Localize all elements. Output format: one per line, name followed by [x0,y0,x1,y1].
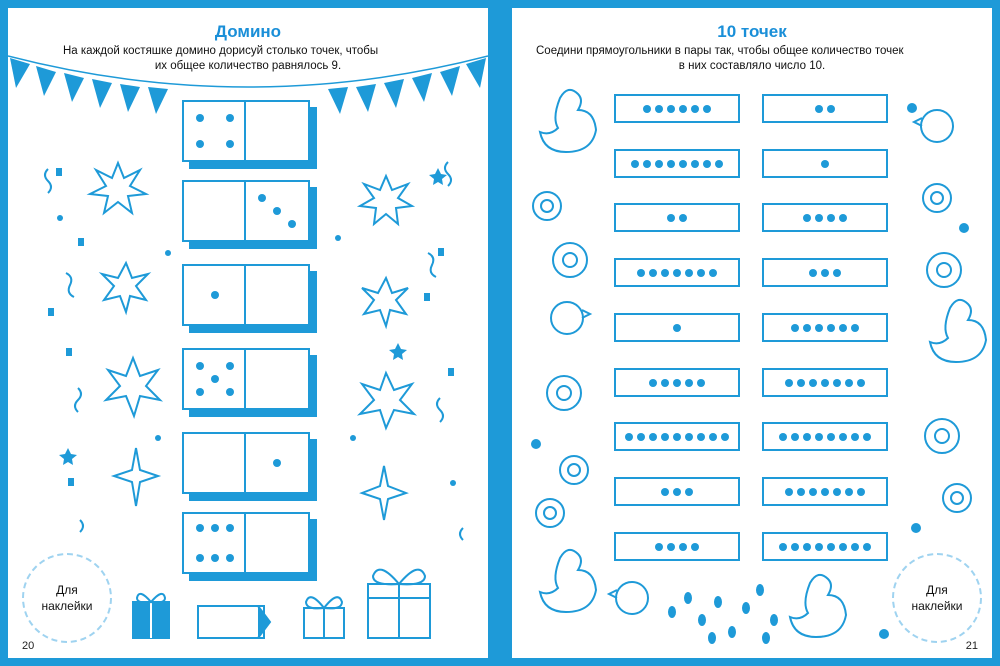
domino-left-half[interactable] [184,102,246,160]
rectangle-dot [785,379,793,387]
rectangle-dot [791,433,799,441]
dot-rectangle-left[interactable] [614,477,740,506]
rectangle-dot [791,543,799,551]
rectangle-dot [785,488,793,496]
rectangle-dot [673,379,681,387]
rectangle-dot [625,433,633,441]
domino-right-half[interactable] [246,102,308,160]
dot-rectangle-left[interactable] [614,422,740,451]
domino-tile [182,432,310,494]
rectangle-dot [797,379,805,387]
rectangle-dot [643,160,651,168]
rectangle-dot [673,324,681,332]
rectangle-dot [815,214,823,222]
rectangle-dot [637,433,645,441]
rectangle-dot [673,488,681,496]
dot-rectangle-right[interactable] [762,422,888,451]
rectangle-dot [827,214,835,222]
domino-dot [196,140,204,148]
rectangle-dot [839,214,847,222]
rectangle-dot [851,433,859,441]
domino-tile [182,348,310,410]
rectangle-dot [667,543,675,551]
domino-dot [196,524,204,532]
rectangle-dot [833,488,841,496]
sticker-placeholder [22,553,112,643]
leaf-icons [668,584,778,644]
rectangle-dot [821,269,829,277]
dot-rectangle-right[interactable] [762,149,888,178]
domino-right-half[interactable] [246,514,308,572]
rectangle-dot [643,105,651,113]
domino-dot [226,388,234,396]
dot-rectangle-right[interactable] [762,94,888,123]
rectangle-dot [649,433,657,441]
rectangle-dot [685,269,693,277]
rectangle-dot [815,324,823,332]
domino-dot [196,554,204,562]
rectangle-dot [827,105,835,113]
rectangle-dot [821,379,829,387]
rectangle-dot [709,433,717,441]
left-instruction-line2: их общее количество равнялось 9. [154,60,342,72]
rectangle-dot [679,543,687,551]
domino-right-half[interactable] [246,266,308,324]
chick-icons [551,110,953,614]
rectangle-dot [631,160,639,168]
rectangle-dot [839,433,847,441]
flower-icons [533,184,971,527]
rectangle-dot [655,543,663,551]
rectangle-dot [691,160,699,168]
rectangle-dot [779,543,787,551]
domino-dot [211,375,219,383]
rectangle-dot [649,379,657,387]
rectangle-dot [797,488,805,496]
domino-dot [273,207,281,215]
rectangle-dot [667,105,675,113]
domino-dot [226,524,234,532]
rectangle-dot [679,214,687,222]
dot-rectangle-right[interactable] [762,477,888,506]
right-page [512,8,992,658]
rectangle-dot [779,433,787,441]
rectangle-dot [833,269,841,277]
domino-right-half[interactable] [246,350,308,408]
domino-left-half[interactable] [184,434,246,492]
domino-tile [182,180,310,242]
domino-dot [226,114,234,122]
rectangle-dot [685,433,693,441]
rectangle-dot [685,488,693,496]
rectangle-dot [827,324,835,332]
rectangle-dot [815,543,823,551]
domino-right-half[interactable] [246,182,308,240]
rectangle-dot [691,105,699,113]
rectangle-dot [661,433,669,441]
rectangle-dot [815,433,823,441]
rectangle-dot [839,543,847,551]
left-page-title: Домино [214,22,282,41]
rectangle-dot [851,543,859,551]
domino-dot [226,140,234,148]
rectangle-dot [809,269,817,277]
rectangle-dot [845,379,853,387]
rectangle-dot [715,160,723,168]
domino-dot [196,114,204,122]
left-page [8,8,488,658]
rectangle-dot [649,269,657,277]
page-number: 20 [22,640,35,652]
rectangle-dot [863,433,871,441]
rectangle-dot [667,160,675,168]
rectangle-dot [833,379,841,387]
rectangle-dot [661,379,669,387]
rectangle-dot [661,488,669,496]
sticker-label-line2: наклейки [41,599,93,613]
dot-rectangle-right[interactable] [762,258,888,287]
dot-rectangle-right[interactable] [762,313,888,342]
rectangle-dot [851,324,859,332]
dot-rectangle-left[interactable] [614,532,740,561]
rectangle-dot [791,324,799,332]
rectangle-dot [857,488,865,496]
dot-rectangle-right[interactable] [762,203,888,232]
domino-dot [211,554,219,562]
right-page-title: 10 точек [717,22,787,41]
left-instruction-line1: На каждой костяшке домино дорисуй столько точек, чтобы [63,45,379,57]
small-flower-icons [531,103,969,639]
rectangle-dot [827,543,835,551]
domino-tile [182,100,310,162]
rectangle-dot [679,105,687,113]
dot-rectangle-left[interactable] [614,94,740,123]
rectangle-dot [863,543,871,551]
domino-left-half[interactable] [184,514,246,572]
rectangle-dot [703,105,711,113]
page-number: 21 [965,640,978,652]
dot-rectangle-left[interactable] [614,313,740,342]
rectangle-dot [803,433,811,441]
rectangle-dot [667,214,675,222]
rectangle-dot [679,160,687,168]
domino-dot [258,194,266,202]
rectangle-dot [821,488,829,496]
dot-rectangle-left[interactable] [614,368,740,397]
domino-left-half[interactable] [184,266,246,324]
rectangle-dot [839,324,847,332]
domino-dot [211,524,219,532]
domino-dot [196,362,204,370]
rectangle-dot [655,160,663,168]
rectangle-dot [809,379,817,387]
rectangle-dot [803,214,811,222]
domino-left-half[interactable] [184,350,246,408]
rectangle-dot [697,433,705,441]
domino-left-half[interactable] [184,182,246,240]
sticker-label-line2: наклейки [911,599,963,613]
sticker-label-line1: Для [926,583,948,597]
rectangle-dot [709,269,717,277]
sticker-placeholder [892,553,982,643]
rectangle-dot [661,269,669,277]
rectangle-dot [809,488,817,496]
right-instruction-line1: Соедини прямоугольники в пары так, чтобы общее количество точек [536,45,904,57]
domino-tile [182,264,310,326]
rectangle-dot [637,269,645,277]
rectangle-dot [803,324,811,332]
domino-dot [273,459,281,467]
domino-tile [182,512,310,574]
dot-rectangle-left[interactable] [614,203,740,232]
dot-rectangle-left[interactable] [614,149,740,178]
domino-dot [226,554,234,562]
dot-rectangle-left[interactable] [614,258,740,287]
rectangle-dot [655,105,663,113]
rectangle-dot [815,105,823,113]
domino-dot [226,362,234,370]
rectangle-dot [721,433,729,441]
rectangle-dot [803,543,811,551]
rectangle-dot [857,379,865,387]
domino-dot [211,291,219,299]
rectangle-dot [845,488,853,496]
right-instruction-line2: в них составляло число 10. [678,60,826,72]
rectangle-dot [673,269,681,277]
rectangle-dot [821,160,829,168]
rectangle-dot [685,379,693,387]
domino-dot [288,220,296,228]
sticker-label-line1: Для [56,583,78,597]
rectangle-dot [697,269,705,277]
domino-right-half[interactable] [246,434,308,492]
dot-rectangle-right[interactable] [762,368,888,397]
rectangle-dot [697,379,705,387]
domino-dot [196,388,204,396]
rectangle-dot [691,543,699,551]
rectangle-dot [827,433,835,441]
rectangle-dot [703,160,711,168]
rectangle-dot [673,433,681,441]
dot-rectangle-right[interactable] [762,532,888,561]
